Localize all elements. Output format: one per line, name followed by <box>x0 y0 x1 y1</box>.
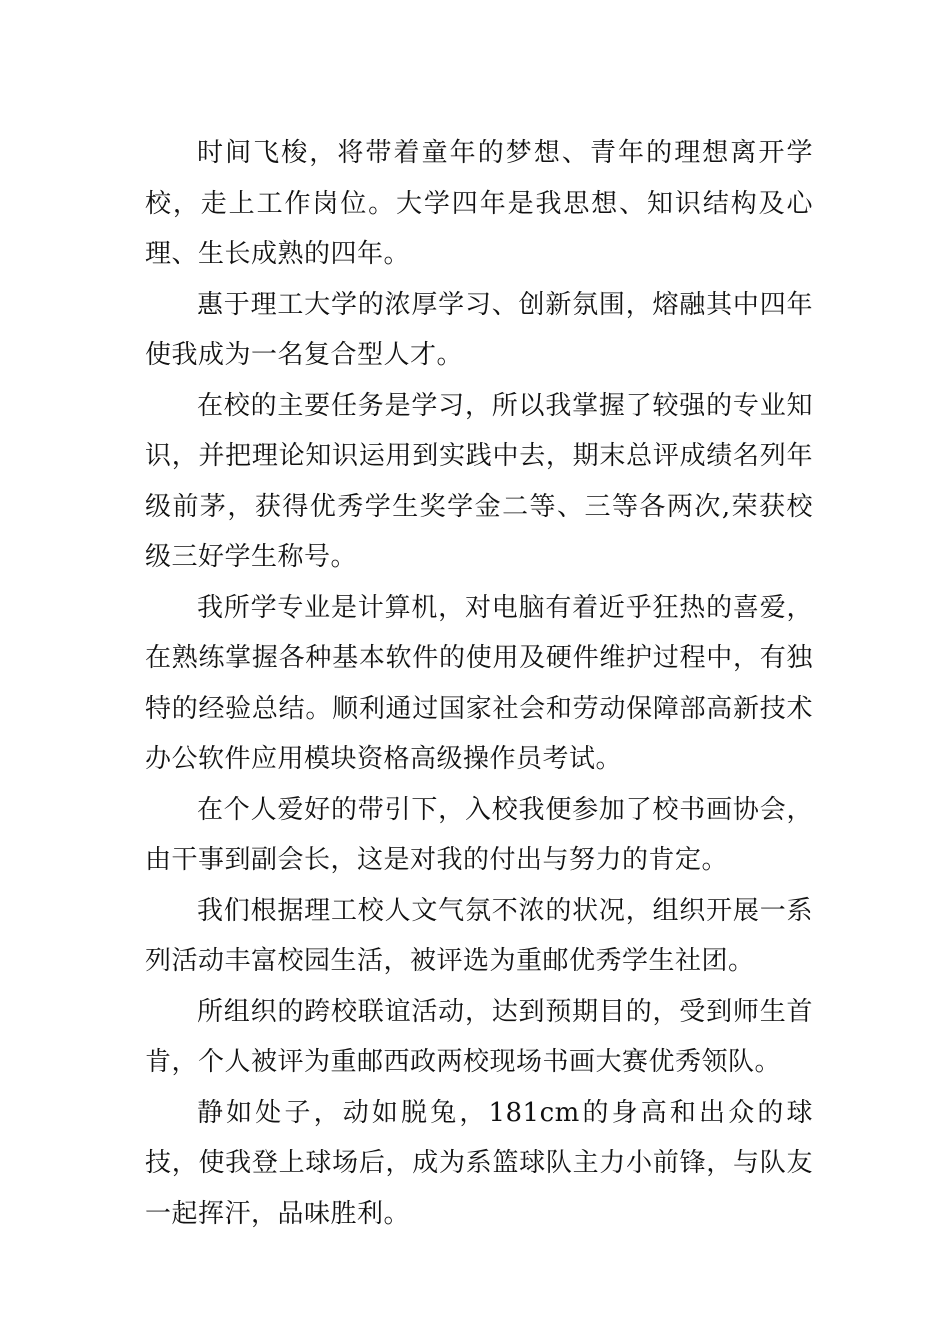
paragraph-1: 时间飞梭，将带着童年的梦想、青年的理想离开学校，走上工作岗位。大学四年是我思想、知识结构及心理、生长成熟的四年。 <box>145 138 813 269</box>
paragraph-3: 在校的主要任务是学习，所以我掌握了较强的专业知识，并把理论知识运用到实践中去，期末总评成绩名列年级前茅，获得优秀学生奖学金二等、三等各两次,荣获校级三好学生称号。 <box>145 390 813 572</box>
paragraph-6: 我们根据理工校人文气氛不浓的状况，组织开展一系列活动丰富校园生活，被评选为重邮优秀学生社团。 <box>145 895 813 976</box>
paragraph-8: 静如处子，动如脱兔，181cm的身高和出众的球技，使我登上球场后，成为系篮球队主力小前锋，与队友一起挥汗，品味胜利。 <box>145 1097 813 1229</box>
paragraph-7: 所组织的跨校联谊活动，达到预期目的，受到师生首肯，个人被评为重邮西政两校现场书画大赛优秀领队。 <box>145 996 813 1077</box>
document-body <box>145 128 813 1239</box>
paragraph-5: 在个人爱好的带引下，入校我便参加了校书画协会，由干事到副会长，这是对我的付出与努力的肯定。 <box>145 794 813 875</box>
paragraph-4: 我所学专业是计算机，对电脑有着近乎狂热的喜爱，在熟练掌握各种基本软件的使用及硬件维护过程中，有独特的经验总结。顺利通过国家社会和劳动保障部高新技术办公软件应用模块资格高级操作员考试。 <box>145 592 813 774</box>
paragraph-2: 惠于理工大学的浓厚学习、创新氛围，熔融其中四年使我成为一名复合型人才。 <box>145 289 813 370</box>
